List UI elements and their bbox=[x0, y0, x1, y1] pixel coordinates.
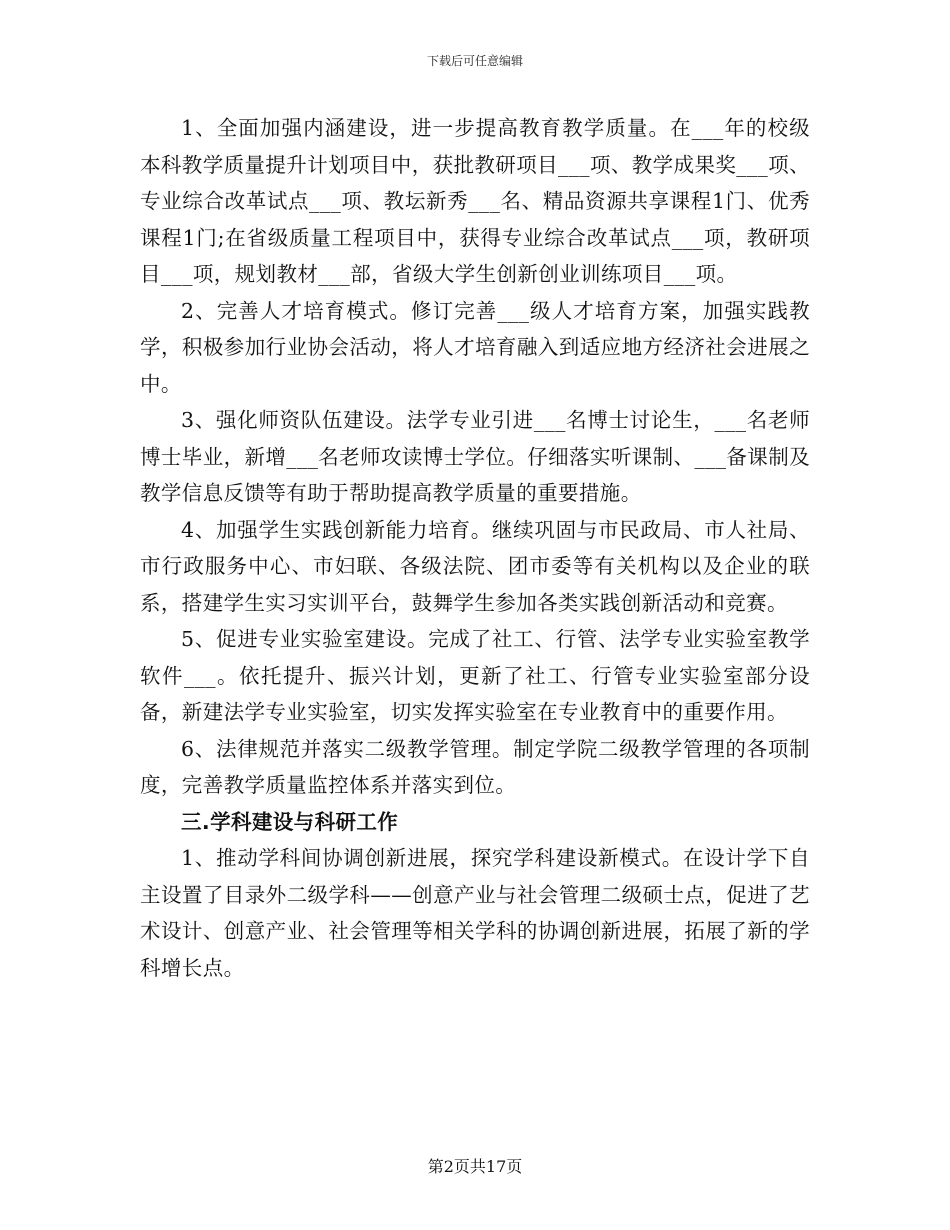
page-number: 第2页共17页 bbox=[427, 1157, 523, 1176]
paragraph-1: 1、全面加强内涵建设，进一步提高教育教学质量。在___年的校级本科教学质量提升计划项目中，获批教研项目___项、教学成果奖___项、专业综合改革试点___项、教坛新秀___名、精品资源共享课程1门、优秀课程1门;在省级质量工程项目中，获得专业综合改革试点___项，教研项目___项，规划教材___部，省级大学生创新创业训练项目___项。 bbox=[140, 116, 810, 286]
paragraph-6: 6、法律规范并落实二级教学管理。制定学院二级教学管理的各项制度，完善教学质量监控体系并落实到位。 bbox=[140, 736, 810, 797]
paragraph-2: 2、完善人才培育模式。修订完善___级人才培育方案，加强实践教学，积极参加行业协会活动，将人才培育融入到适应地方经济社会进展之中。 bbox=[140, 298, 810, 396]
section-heading: 三.学科建设与科研工作 bbox=[181, 809, 399, 834]
document-body bbox=[140, 110, 810, 986]
section-paragraph-1: 1、推动学科间协调创新进展，探究学科建设新模式。在设计学下自主设置了目录外二级学科——创意产业与社会管理二级硕士点，促进了艺术设计、创意产业、社会管理等相关学科的协调创新进展，拓展了新的学科增长点。 bbox=[140, 846, 810, 980]
paragraph-3: 3、强化师资队伍建设。法学专业引进___名博士讨论生，___名老师博士毕业，新增___名老师攻读博士学位。仔细落实听课制、___备课制及教学信息反馈等有助于帮助提高教学质量的重要措施。 bbox=[140, 408, 810, 505]
page-header: 下载后可任意编辑 bbox=[426, 54, 523, 68]
paragraph-4: 4、加强学生实践创新能力培育。继续巩固与市民政局、市人社局、市行政服务中心、市妇联、各级法院、团市委等有关机构以及企业的联系，搭建学生实习实训平台，鼓舞学生参加各类实践创新活动和竞赛。 bbox=[140, 517, 810, 615]
paragraph-5: 5、促进专业实验室建设。完成了社工、行管、法学专业实验室教学软件___。依托提升、振兴计划，更新了社工、行管专业实验室部分设备，新建法学专业实验室，切实发挥实验室在专业教育中的重要作用。 bbox=[140, 627, 810, 724]
